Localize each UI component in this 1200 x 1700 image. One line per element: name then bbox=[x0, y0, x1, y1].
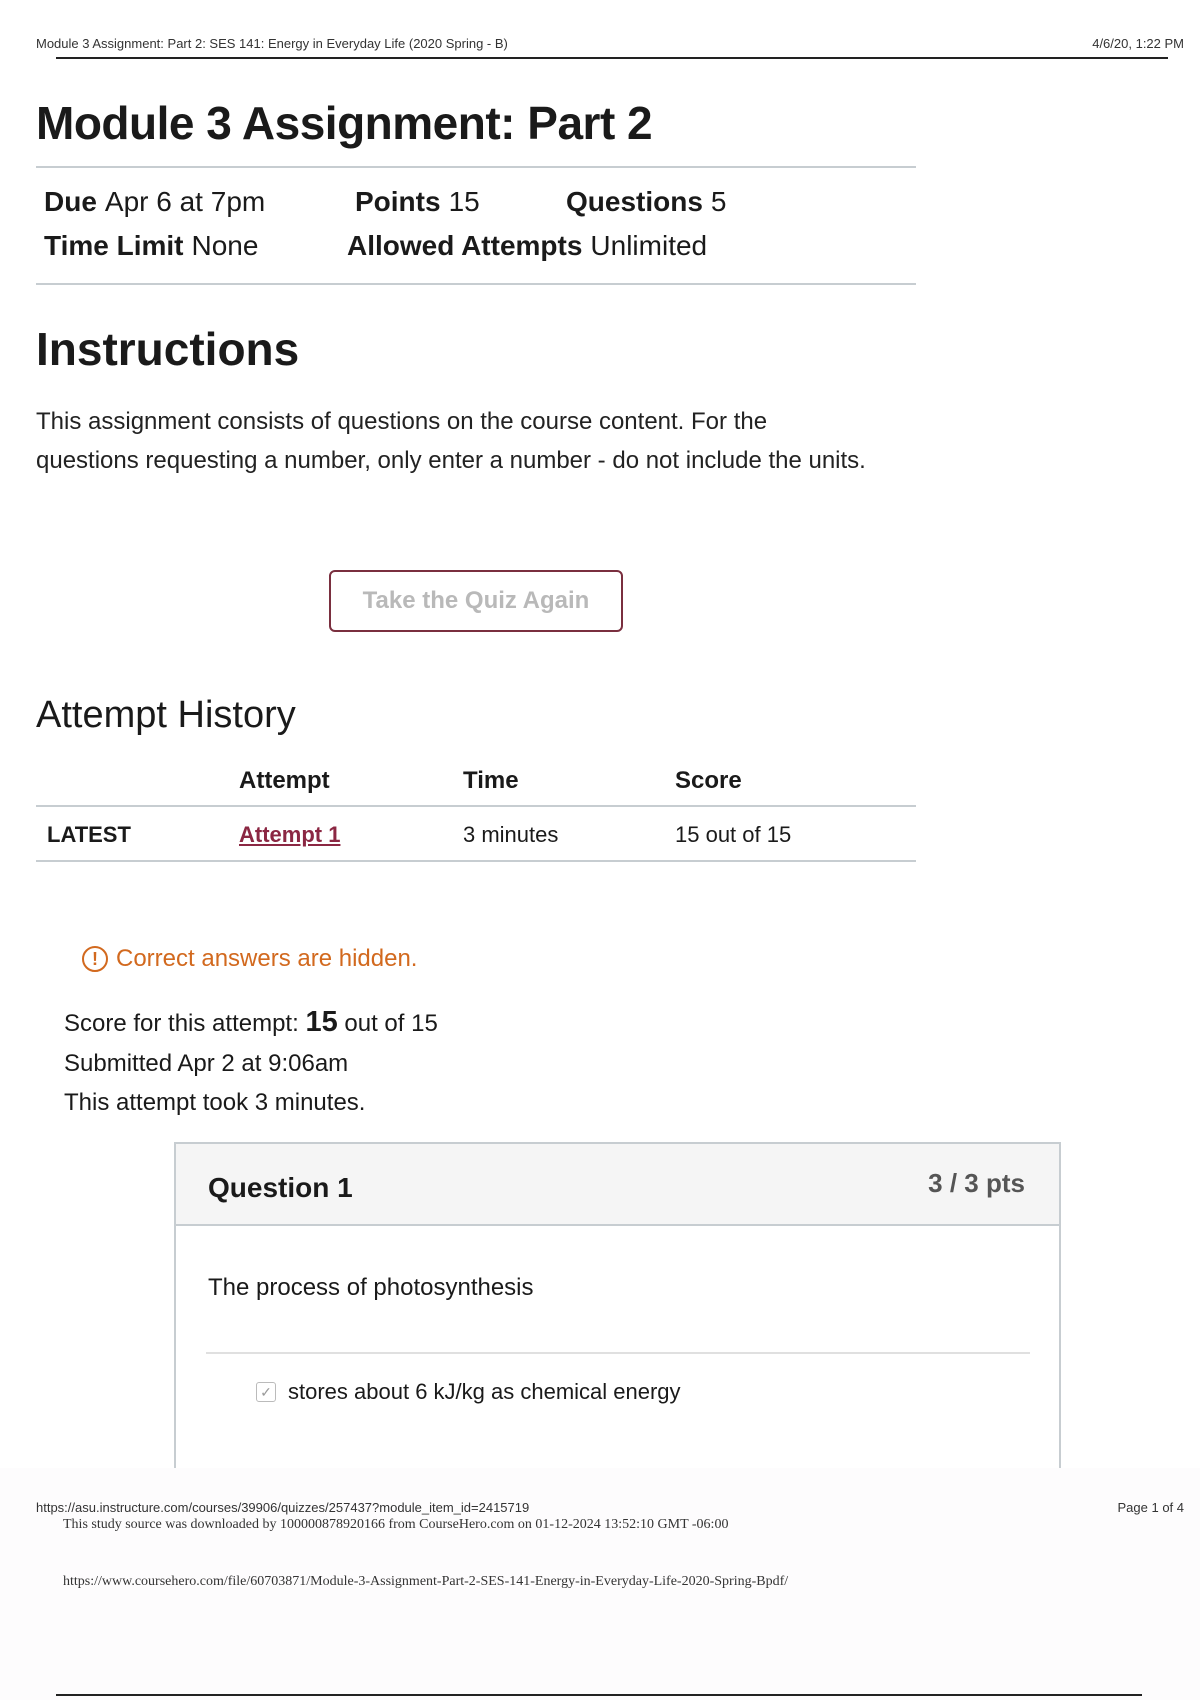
table-row-divider bbox=[36, 860, 916, 862]
notice-text: Correct answers are hidden. bbox=[116, 945, 418, 972]
meta-points-value: 15 bbox=[448, 186, 480, 217]
column-header-time: Time bbox=[463, 767, 519, 794]
answer-option bbox=[256, 1379, 681, 1405]
meta-questions-value: 5 bbox=[710, 186, 727, 217]
answer-text: stores about 6 kJ/kg as chemical energy bbox=[288, 1379, 681, 1404]
checkbox-checked-icon: ✓ bbox=[256, 1382, 276, 1402]
meta-attempts-value: Unlimited bbox=[590, 230, 708, 261]
warning-icon: ! bbox=[82, 946, 108, 972]
attempt-1-link[interactable]: Attempt 1 bbox=[239, 822, 341, 847]
question-points: 3 / 3 pts bbox=[928, 1168, 1025, 1198]
meta-points bbox=[355, 186, 480, 218]
attempt-time: 3 minutes bbox=[463, 822, 559, 847]
submitted-time: Submitted Apr 2 at 9:06am bbox=[64, 1050, 349, 1077]
print-header-title: Module 3 Assignment: Part 2: SES 141: Energy in Everyday Life (2020 Spring - B) bbox=[36, 36, 508, 51]
meta-due bbox=[44, 186, 265, 218]
print-header bbox=[36, 36, 1184, 58]
column-header-score: Score bbox=[675, 767, 742, 794]
question-header bbox=[176, 1144, 1059, 1226]
table-header-divider bbox=[36, 805, 916, 807]
print-header-datetime: 4/6/20, 1:22 PM bbox=[1092, 36, 1184, 51]
attempt-history-title: Attempt History bbox=[36, 694, 296, 736]
attempt-score-summary bbox=[64, 1006, 438, 1039]
question-1-card bbox=[174, 1142, 1061, 1472]
footer-coursehero-link[interactable]: https://www.coursehero.com/file/60703871/Module-3-Assignment-Part-2-SES-141-Energy-in-Everyday-Life-2020-Spring-Bpdf/ bbox=[63, 1574, 789, 1589]
footer-divider bbox=[56, 1694, 1142, 1696]
instructions-text: This assignment consists of questions on the course content. For the questions requesting a number, only enter a number - do not include the units. bbox=[36, 408, 866, 474]
meta-attempts-label: Allowed Attempts bbox=[347, 230, 583, 261]
footer-page-number: Page 1 of 4 bbox=[1117, 1500, 1184, 1515]
column-header-attempt: Attempt bbox=[239, 767, 330, 794]
meta-due-value: Apr 6 at 7pm bbox=[104, 186, 266, 217]
attempt-duration: This attempt took 3 minutes. bbox=[64, 1089, 366, 1116]
question-divider bbox=[206, 1352, 1030, 1354]
take-quiz-again-button[interactable]: Take the Quiz Again bbox=[329, 570, 623, 632]
meta-time-limit-label: Time Limit bbox=[44, 230, 184, 261]
meta-due-label: Due bbox=[44, 186, 97, 217]
meta-questions bbox=[566, 186, 727, 218]
meta-divider bbox=[36, 283, 916, 285]
latest-badge: LATEST bbox=[47, 822, 131, 847]
question-title: Question 1 bbox=[208, 1172, 353, 1203]
meta-time-limit-value: None bbox=[191, 230, 259, 261]
footer-url: https://asu.instructure.com/courses/39906/quizzes/257437?module_item_id=2415719 bbox=[36, 1500, 530, 1515]
page-title: Module 3 Assignment: Part 2 bbox=[36, 97, 653, 149]
title-divider bbox=[36, 166, 916, 168]
correct-answers-hidden-notice bbox=[82, 945, 417, 973]
print-header-divider bbox=[56, 57, 1168, 59]
question-text: The process of photosynthesis bbox=[208, 1274, 534, 1301]
score-prefix: Score for this attempt: bbox=[64, 1010, 299, 1037]
attempt-score: 15 out of 15 bbox=[675, 822, 792, 847]
meta-allowed-attempts bbox=[347, 230, 707, 262]
meta-time-limit bbox=[44, 230, 258, 262]
score-value: 15 bbox=[305, 1006, 338, 1038]
footer-download-note: This study source was downloaded by 100000878920166 from CourseHero.com on 01-12-2024 13:52:10 GMT -06:00 bbox=[63, 1517, 729, 1532]
meta-questions-label: Questions bbox=[566, 186, 703, 217]
meta-points-label: Points bbox=[355, 186, 441, 217]
instructions-title: Instructions bbox=[36, 323, 300, 375]
score-suffix: out of 15 bbox=[344, 1010, 438, 1037]
